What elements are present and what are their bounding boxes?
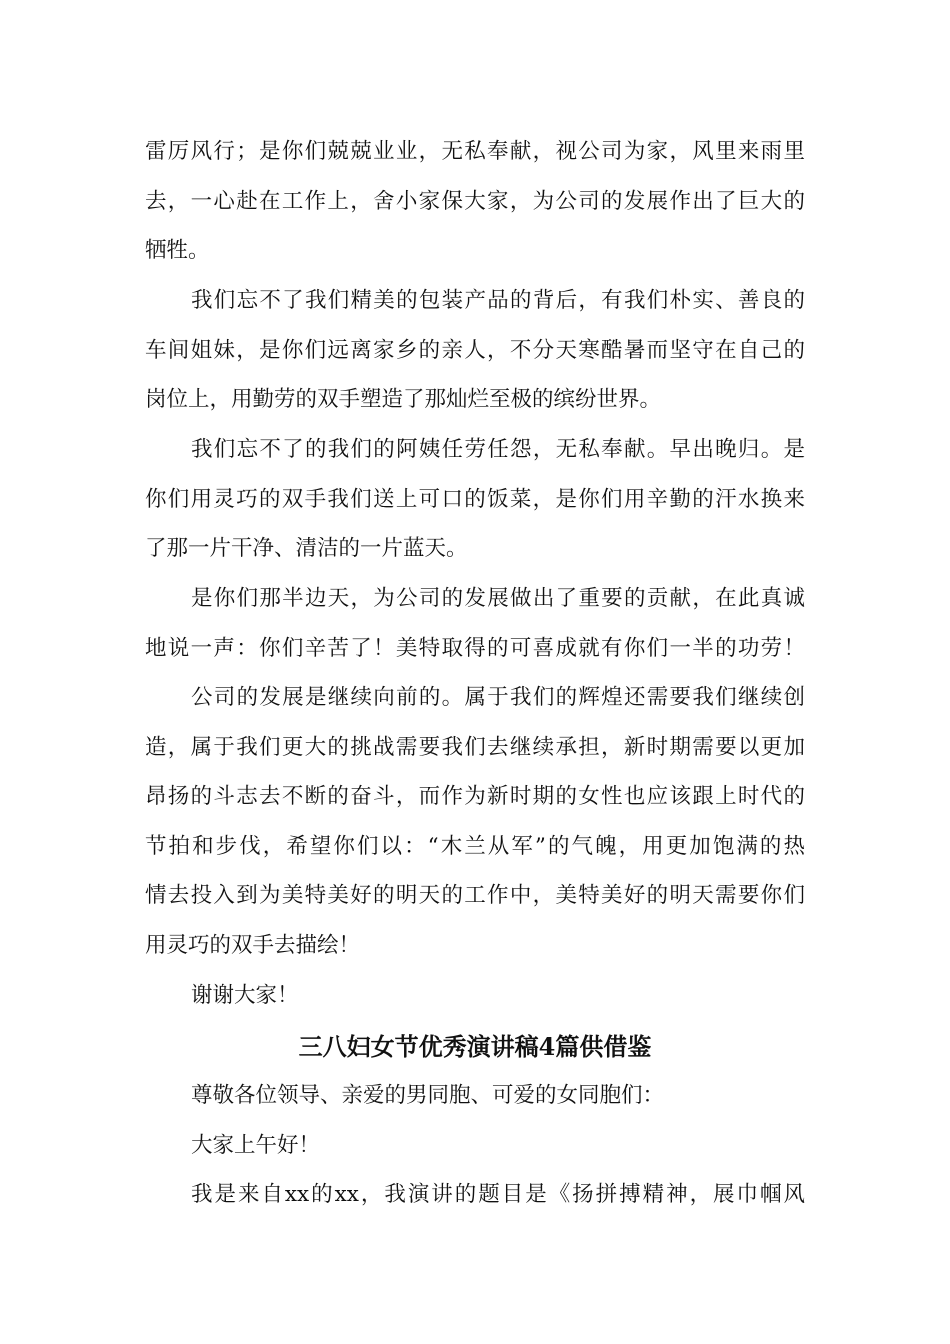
text-line: 岗位上，用勤劳的双手塑造了那灿烂至极的缤纷世界。: [145, 387, 662, 412]
section-heading: 三八妇女节优秀演讲稿4篇供借鉴: [298, 1032, 652, 1061]
text-line: 大家上午好！: [191, 1133, 321, 1158]
text-line: 车间姐妹，是你们远离家乡的亲人，不分天寒酷暑而坚守在自己的: [145, 338, 805, 363]
text-line: 用灵巧的双手去描绘！: [145, 933, 361, 958]
text-line: 去，一心赴在工作上，舍小家保大家，为公司的发展作出了巨大的: [145, 189, 805, 214]
text-line: 雷厉风行；是你们兢兢业业，无私奉献，视公司为家，风里来雨里: [145, 139, 805, 164]
text-line: 了那一片干净、清洁的一片蓝天。: [145, 536, 468, 561]
text-line: 我是来自xx的xx，我演讲的题目是《扬拼搏精神，展巾帼风: [191, 1182, 805, 1207]
text-line: 公司的发展是继续向前的。属于我们的辉煌还需要我们继续创: [191, 685, 805, 710]
text-line: 造，属于我们更大的挑战需要我们去继续承担，新时期需要以更加: [145, 735, 805, 760]
text-line: 节拍和步伐，希望你们以：“木兰从军”的气魄，用更加饱满的热: [145, 834, 805, 859]
text-line: 牺牲。: [145, 238, 210, 263]
text-line: 昂扬的斗志去不断的奋斗，而作为新时期的女性也应该跟上时代的: [145, 784, 805, 809]
text-line: 尊敬各位领导、亲爱的男同胞、可爱的女同胞们：: [191, 1083, 665, 1108]
text-line: 你们用灵巧的双手我们送上可口的饭菜，是你们用辛勤的汗水换来: [145, 487, 805, 512]
text-line: 我们忘不了我们精美的包装产品的背后，有我们朴实、善良的: [191, 288, 805, 313]
text-line: 谢谢大家！: [191, 983, 299, 1008]
text-line: 地说一声：你们辛苦了！美特取得的可喜成就有你们一半的功劳！: [145, 636, 805, 661]
text-line: 是你们那半边天，为公司的发展做出了重要的贡献，在此真诚: [191, 586, 805, 611]
text-line: 我们忘不了的我们的阿姨任劳任怨，无私奉献。早出晚归。是: [191, 437, 805, 462]
text-line: 情去投入到为美特美好的明天的工作中，美特美好的明天需要你们: [145, 883, 805, 908]
